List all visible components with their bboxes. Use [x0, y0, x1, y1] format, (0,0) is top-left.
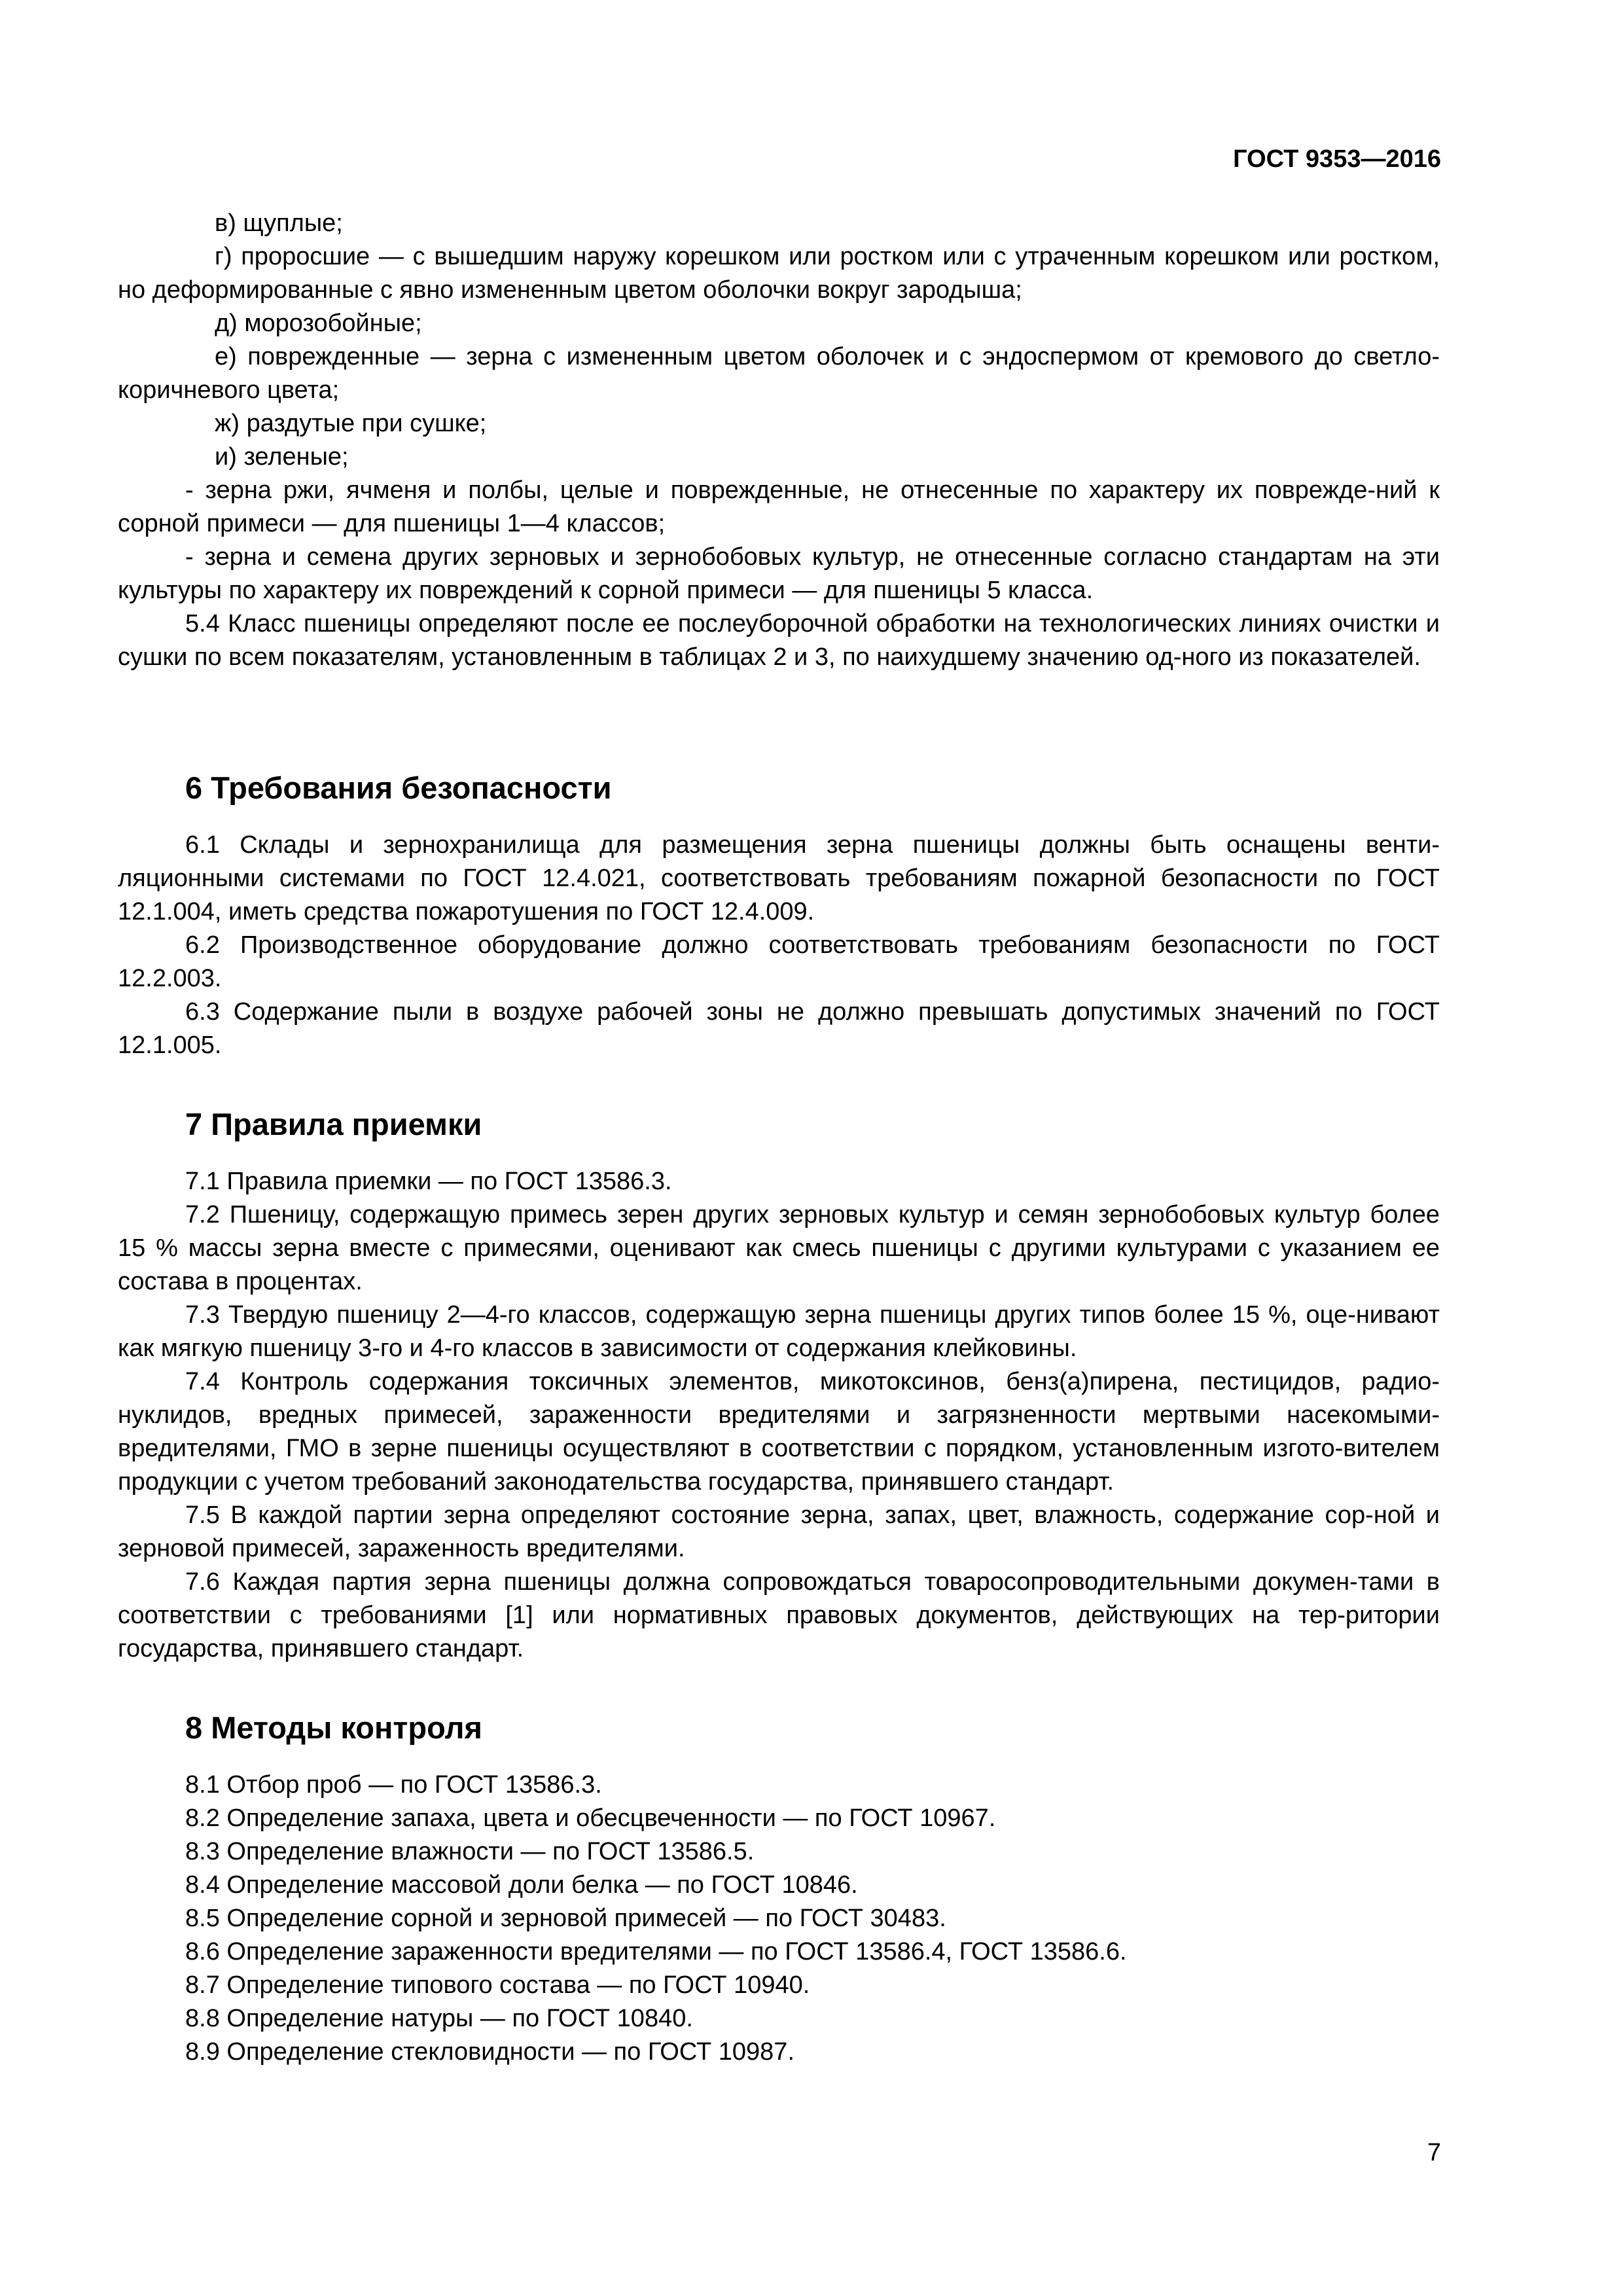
- paragraph-8-6: 8.6 Определение зараженности вредителями — по ГОСТ 13586.4, ГОСТ 13586.6.: [185, 1938, 1127, 1965]
- paragraph-8-5: 8.5 Определение сорной и зерновой примесей — по ГОСТ 30483.: [185, 1905, 946, 1932]
- paragraph-5-i: и) зеленые;: [215, 443, 349, 471]
- paragraph-5-other-grains: - зерна и семена других зерновых и зернобобовых культур, не отнесенные согласно стандартам на эти культуры по характеру их повреждений к сорной примеси — для пшеницы 5 класса.: [118, 543, 1440, 604]
- paragraph-7-5: 7.5 В каждой партии зерна определяют состояние зерна, запах, цвет, влажность, содержание сор-ной и зерновой примесей, зараженность вредителями.: [118, 1501, 1440, 1562]
- paragraph-6-2: 6.2 Производственное оборудование должно соответствовать требованиям безопасности по ГОСТ 12.2.003.: [118, 931, 1440, 992]
- section-6-heading: 6 Требования безопасности: [185, 770, 612, 805]
- paragraph-8-2: 8.2 Определение запаха, цвета и обесцвеченности — по ГОСТ 10967.: [185, 1804, 996, 1832]
- section5-continuation: [118, 207, 1440, 674]
- section-7-body: [118, 1165, 1440, 1666]
- section-8-body: [118, 1768, 1440, 2069]
- paragraph-5-g: г) проросшие — с вышедшим наружу корешком или ростком или с утраченным корешком или ростком, но деформированные с явно измененным цветом оболочки вокруг зародыша;: [118, 243, 1440, 304]
- paragraph-5-v: в) щуплые;: [215, 209, 343, 237]
- paragraph-7-1: 7.1 Правила приемки — по ГОСТ 13586.3.: [185, 1168, 672, 1195]
- paragraph-5-d: д) морозобойные;: [215, 310, 422, 337]
- paragraph-5-4: 5.4 Класс пшеницы определяют после ее послеуборочной обработки на технологических линиях очистки и сушки по всем показателям, установленным в таблицах 2 и 3, по наихудшему значению од-ного из показателей.: [118, 610, 1440, 671]
- paragraph-8-7: 8.7 Определение типового состава — по ГОСТ 10940.: [185, 1971, 810, 1999]
- paragraph-8-8: 8.8 Определение натуры — по ГОСТ 10840.: [185, 2005, 693, 2032]
- section-7-heading: 7 Правила приемки: [185, 1107, 482, 1141]
- document-header: ГОСТ 9353—2016: [1233, 145, 1441, 173]
- page-number: 7: [1427, 2139, 1441, 2166]
- paragraph-7-2: 7.2 Пшеницу, содержащую примесь зерен других зерновых культур и семян зернобобовых культур более 15 % массы зерна вместе с примесями, оценивают как смесь пшеницы с другими культурами с указанием ее состава в процентах.: [118, 1201, 1440, 1295]
- paragraph-5-e: е) поврежденные — зерна с измененным цветом оболочек и с эндоспермом от кремового до светло-коричневого цвета;: [118, 343, 1440, 404]
- paragraph-8-9: 8.9 Определение стекловидности — по ГОСТ 10987.: [185, 2038, 794, 2066]
- paragraph-8-1: 8.1 Отбор проб — по ГОСТ 13586.3.: [185, 1771, 602, 1799]
- paragraph-5-zh: ж) раздутые при сушке;: [215, 410, 487, 437]
- paragraph-8-4: 8.4 Определение массовой доли белка — по ГОСТ 10846.: [185, 1871, 858, 1899]
- paragraph-6-3: 6.3 Содержание пыли в воздухе рабочей зоны не должно превышать допустимых значений по ГОСТ 12.1.005.: [118, 998, 1440, 1059]
- paragraph-7-3: 7.3 Твердую пшеницу 2—4-го классов, содержащую зерна пшеницы других типов более 15 %, оце-нивают как мягкую пшеницу 3-го и 4-го классов в зависимости от содержания клейковины.: [118, 1301, 1440, 1362]
- paragraph-7-6: 7.6 Каждая партия зерна пшеницы должна сопровождаться товаросопроводительными докумен-тами в соответствии с требованиями [1] или нормативных правовых документов, действующих на тер-ритории государства, принявшего стандарт.: [118, 1568, 1440, 1662]
- paragraph-7-4: 7.4 Контроль содержания токсичных элементов, микотоксинов, бенз(а)пирена, пестицидов, радио-нуклидов, вредных примесей, зараженности вредителями и загрязненности мертвыми насекомыми-вредителями, ГМО в зерне пшеницы осуществляют в соответствии с порядком, установленным изгото-вителем продукции с учетом требований законодательства государства, принявшего стандарт.: [118, 1368, 1440, 1496]
- paragraph-8-3: 8.3 Определение влажности — по ГОСТ 13586.5.: [185, 1838, 755, 1865]
- section-6-body: [118, 829, 1440, 1062]
- section-8-heading: 8 Методы контроля: [185, 1710, 482, 1745]
- paragraph-6-1: 6.1 Склады и зернохранилища для размещения зерна пшеницы должны быть оснащены венти-ляционными системами по ГОСТ 12.4.021, соответствовать требованиям пожарной безопасности по ГОСТ 12.1.004, иметь средства пожаротушения по ГОСТ 12.4.009.: [118, 831, 1440, 925]
- paragraph-5-rye: - зерна ржи, ячменя и полбы, целые и поврежденные, не отнесенные по характеру их поврежде-ний к сорной примеси — для пшеницы 1—4 классов;: [118, 476, 1440, 537]
